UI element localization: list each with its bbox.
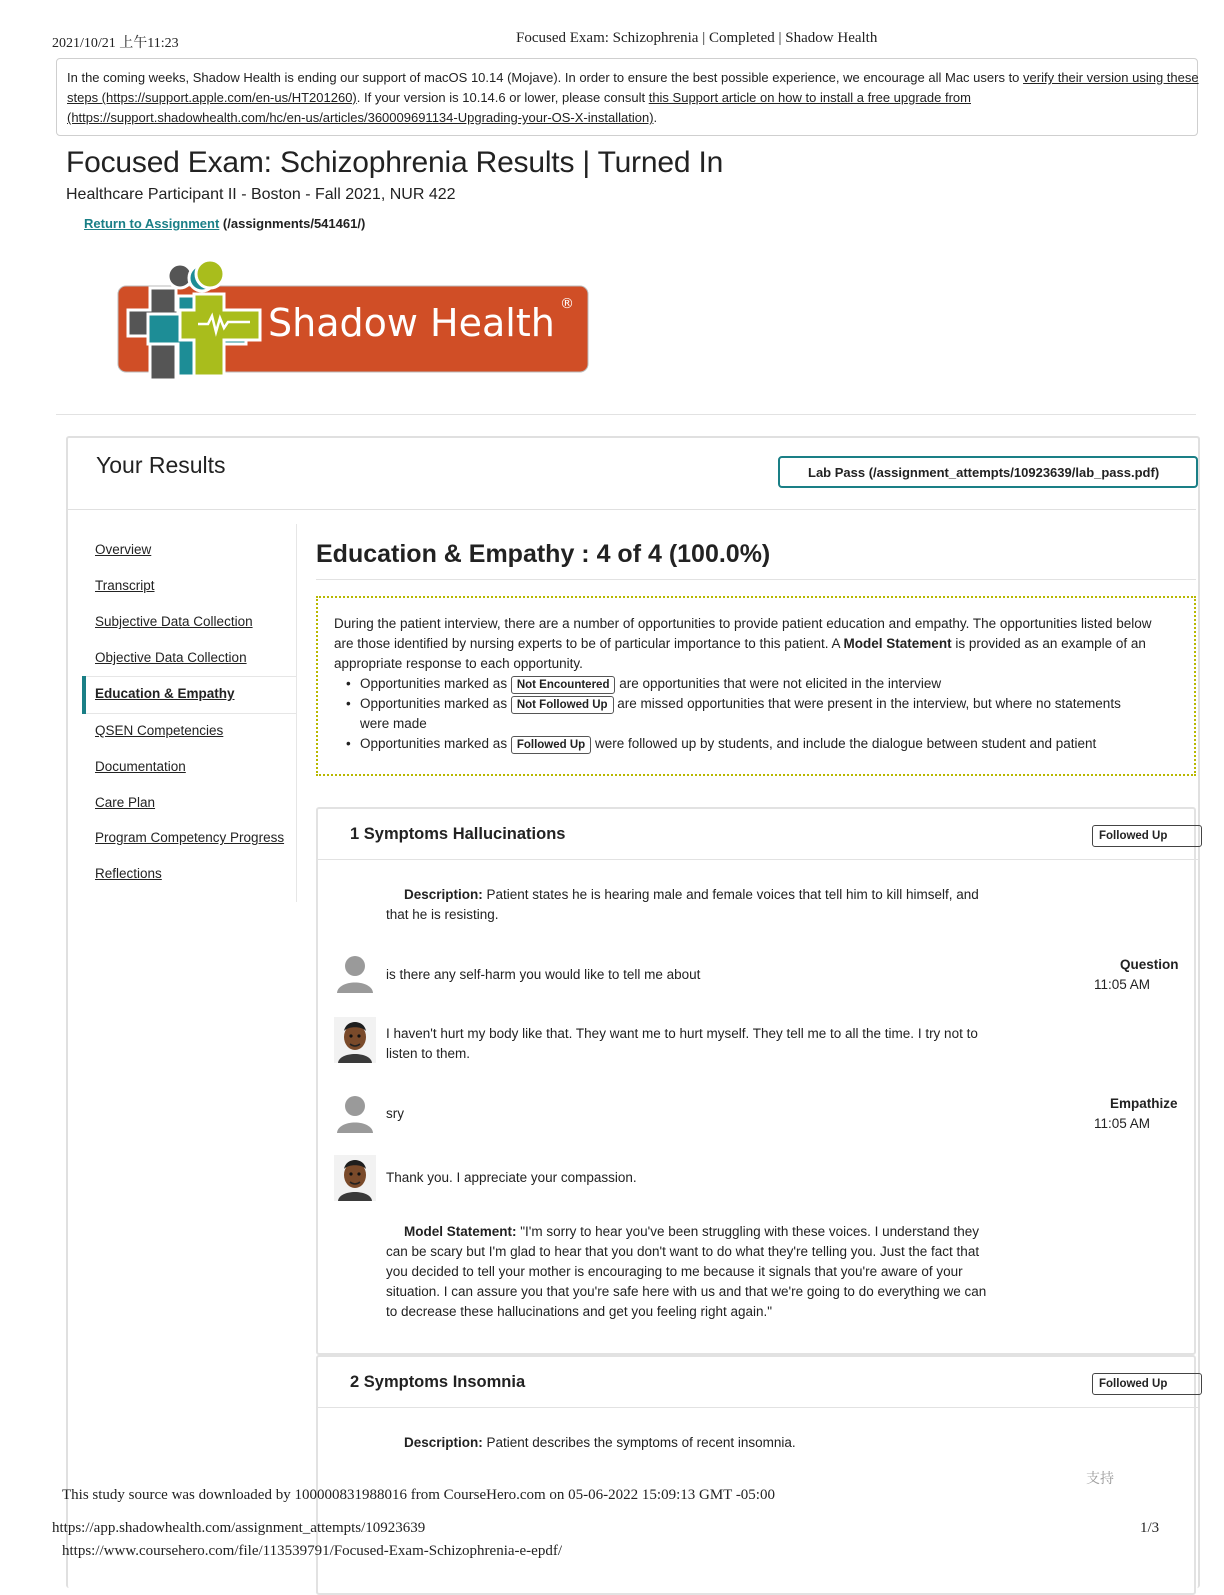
patient-message-line: I haven't hurt my body like that. They want me to hurt myself. They tell me to all the time. I try not to [386, 1026, 978, 1041]
opportunity-title: 1 Symptoms Hallucinations [350, 825, 566, 843]
page-url: https://app.shadowhealth.com/assignment_attempts/10923639 [52, 1520, 426, 1536]
intro-b: are those identified by nursing experts to be of particular importance to this patient. A [334, 636, 844, 651]
instructions-box [316, 596, 1196, 776]
model-statement-line: you decided to tell your mother is encouraging to me because it signals that you're aware of your [386, 1264, 963, 1279]
sidebar-item-objective-data[interactable]: Objective Data Collection [95, 650, 247, 665]
sidebar-item-program-competency[interactable]: Program Competency Progress [95, 830, 285, 845]
opportunity-description [404, 1433, 796, 1453]
model-statement-line: to decrease these hallucinations and get you feeling right again." [386, 1304, 773, 1319]
patient-message-line: listen to them. [386, 1046, 471, 1061]
section-title: Education & Empathy : 4 of 4 (100.0%) [316, 540, 771, 568]
status-badge-not-followed-up: Not Followed Up [511, 696, 614, 714]
student-message: is there any self-harm you would like to tell me about [386, 967, 701, 982]
page-title: Focused Exam: Schizophrenia Results | Turned In [66, 146, 724, 179]
page-number: 1/3 [1140, 1520, 1160, 1536]
notice-text [67, 68, 1207, 128]
sidebar-item-transcript[interactable]: Transcript [95, 578, 155, 593]
print-title: Focused Exam: Schizophrenia | Completed | Shadow Health [516, 30, 878, 46]
bullet-text: Opportunities marked as [360, 736, 511, 751]
os-support-notice [56, 58, 1198, 136]
sidebar-item-subjective-data[interactable]: Subjective Data Collection [95, 614, 253, 629]
message-type: Question [1120, 957, 1179, 972]
coursehero-url: https://www.coursehero.com/file/113539791/Focused-Exam-Schizophrenia-e-epdf/ [62, 1543, 563, 1559]
lab-pass-label: Lab Pass (/assignment_attempts/10923639/lab_pass.pdf) [808, 465, 1160, 480]
legend-bullet: • Opportunities marked as Not Followed Up are missed opportunities that were present in the interview, but where no statements [360, 694, 1160, 714]
notice-link-support[interactable]: this Support article on how to install a free upgrade from (https://support.shadowhealth.com/hc/en-us/articles/360009691134-Upgrading-your-OS-X-installation) [67, 90, 971, 125]
notice-text-1: In the coming weeks, Shadow Health is ending our support of macOS 10.14 (Mojave). In order to ensure the best possible experience, we encourage all Mac users to [67, 70, 1024, 85]
description-label: Description: [404, 1435, 483, 1450]
active-item-border [84, 676, 296, 677]
opportunity-description [386, 885, 1006, 925]
description-text-cont: that he is resisting. [386, 907, 499, 922]
return-link-label[interactable]: Return to Assignment [84, 216, 220, 231]
description-label: Description: [404, 887, 483, 902]
patient-message: Thank you. I appreciate your compassion. [386, 1170, 637, 1185]
model-statement-line: "I'm sorry to hear you've been struggling with these voices. I understand they [516, 1224, 979, 1239]
course-subtitle: Healthcare Participant II - Boston - Fall 2021, NUR 422 [66, 186, 456, 203]
intro-c: is provided as an example of an [951, 636, 1146, 651]
bullet-text: were followed up by students, and include the dialogue between student and patient [591, 736, 1097, 751]
print-date: 2021/10/21 上午11:23 [52, 36, 179, 51]
model-statement [386, 1222, 1046, 1322]
intro-line-3: appropriate response to each opportunity. [334, 656, 583, 671]
sidebar-item-reflections[interactable]: Reflections [95, 866, 162, 881]
svg-text:®: ® [560, 296, 574, 312]
student-avatar [334, 951, 376, 993]
status-badge: Followed Up [1092, 825, 1202, 847]
divider [316, 579, 1196, 580]
status-badge-not-encountered: Not Encountered [511, 676, 616, 694]
legend-bullet: • Opportunities marked as Followed Up were followed up by students, and include the dialogue between student and patient [360, 734, 1160, 754]
message-time: 11:05 AM [1094, 977, 1151, 992]
lab-pass-button[interactable] [778, 456, 1198, 488]
divider [68, 509, 1196, 510]
divider [318, 1407, 1198, 1408]
bullet-text: Opportunities marked as [360, 696, 511, 711]
download-source-note: This study source was downloaded by 100000831988016 from CourseHero.com on 05-06-2022 15:09:13 GMT -05:00 [62, 1487, 775, 1503]
patient-avatar [334, 1017, 376, 1059]
patient-message [386, 1024, 1026, 1064]
legend-bullet: • Opportunities marked as Not Encountered are opportunities that were not elicited in the interview [360, 674, 1160, 694]
divider [318, 859, 1198, 860]
return-link-path: (/assignments/541461/) [219, 216, 366, 231]
active-item-indicator [82, 676, 86, 714]
description-text: Patient describes the symptoms of recent insomnia. [482, 1435, 796, 1450]
sidebar-item-documentation[interactable]: Documentation [95, 759, 186, 774]
description-text: Patient states he is hearing male and female voices that tell him to kill himself, and [482, 887, 979, 902]
notice-text-2: . If your version is 10.14.6 or lower, please consult [356, 90, 649, 105]
return-to-assignment-link[interactable] [84, 216, 365, 231]
bullet-continuation: were made [360, 716, 427, 731]
opportunity-card [316, 807, 1196, 1355]
status-badge: Followed Up [1092, 1373, 1202, 1395]
intro-line-1: During the patient interview, there are a number of opportunities to provide patient education and empathy. The opportunities listed below [334, 616, 1152, 631]
patient-avatar [334, 1155, 376, 1197]
status-badge-followed-up: Followed Up [511, 736, 591, 754]
student-message: sry [386, 1106, 404, 1121]
model-statement-line: situation. I can assure you that you're safe here with us and that we're going to do everything we can [386, 1284, 987, 1299]
message-time: 11:05 AM [1094, 1116, 1151, 1131]
shadow-health-logo [110, 258, 590, 388]
intro-line-2 [334, 634, 1214, 654]
sidebar-item-care-plan[interactable]: Care Plan [95, 795, 156, 810]
intro-bold: Model Statement [843, 636, 952, 651]
support-watermark: 支持 [1086, 1470, 1114, 1486]
model-statement-line: can be scary but I'm glad to hear that you don't want to do what they're telling you. Just the fact that [386, 1244, 980, 1259]
active-item-border [84, 713, 296, 714]
sidebar-item-qsen[interactable]: QSEN Competencies [95, 723, 224, 738]
bullet-text: are missed opportunities that were present in the interview, but where no statements [613, 696, 1121, 711]
results-title: Your Results [96, 452, 226, 478]
model-statement-label: Model Statement: [404, 1224, 517, 1239]
sidebar-item-education-empathy[interactable]: Education & Empathy [95, 686, 235, 701]
bullet-text: Opportunities marked as [360, 676, 511, 691]
sidebar-item-overview[interactable]: Overview [95, 542, 152, 557]
notice-text-3: . [653, 110, 658, 125]
divider [56, 414, 1196, 415]
instructions-text [334, 614, 1214, 674]
student-avatar [334, 1091, 376, 1133]
logo-wordmark: Shadow Health [268, 301, 555, 345]
notice-link-apple[interactable]: verify their version using these steps (https://support.apple.com/en-us/HT201260) [67, 70, 1199, 105]
message-type: Empathize [1110, 1096, 1178, 1111]
bullet-text: are opportunities that were not elicited in the interview [615, 676, 942, 691]
opportunity-title: 2 Symptoms Insomnia [350, 1373, 526, 1391]
